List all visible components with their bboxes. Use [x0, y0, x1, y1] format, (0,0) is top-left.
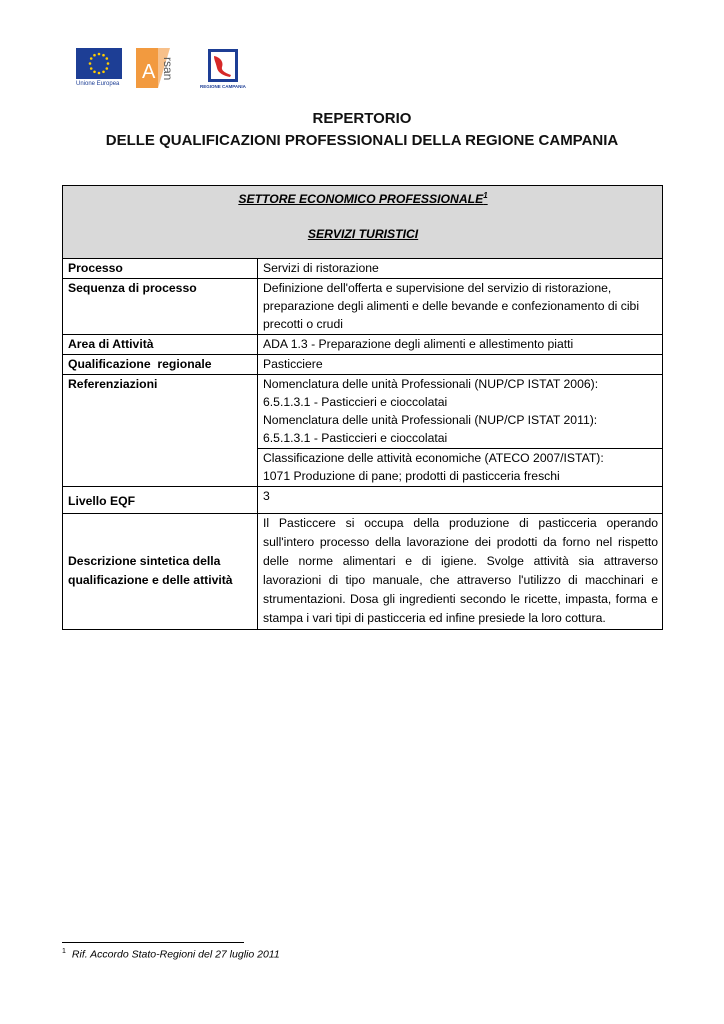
- area-value: ADA 1.3 - Preparazione degli alimenti e allestimento piatti: [258, 335, 663, 355]
- ateco-title: Classificazione delle attività economiche (ATECO 2007/ISTAT):: [263, 451, 604, 465]
- qualificazione-label: Qualificazione regionale: [63, 355, 258, 375]
- table-row-processo: [63, 259, 663, 279]
- table-row-descrizione: [63, 514, 663, 630]
- regione-campania-logo: [202, 48, 244, 92]
- footnote-number: 1: [62, 948, 66, 955]
- eu-flag-icon: [76, 48, 122, 79]
- footnote: [62, 948, 280, 961]
- eqf-label: Livello EQF: [63, 487, 258, 514]
- nup2006-title: Nomenclatura delle unità Professionali (NUP/CP ISTAT 2006):: [263, 377, 599, 391]
- arsan-logo: [136, 48, 184, 88]
- title-line-1: REPERTORIO: [312, 110, 412, 127]
- sector-header-row: [63, 186, 663, 259]
- qualification-table: [62, 185, 663, 630]
- table-row-area: [63, 335, 663, 355]
- sector-header-cell: [63, 186, 663, 259]
- area-label: Area di Attività: [63, 335, 258, 355]
- descrizione-value: Il Pasticcere si occupa della produzione di pasticceria operando sull'intero processo della lavorazione dei prodotti da forno nel rispetto delle norme alimentari e di igiene. Svolge attività sia attraverso lavorazioni di tipo manuale, che attraverso l'utilizzo di macchinari e strumentazioni. Dosa gli ingredienti secondo le ricette, impasta, forma e stampa i vari tipi di pasticceria ed infine presiede la loro cottura.: [258, 514, 663, 630]
- regione-caption: REGIONE CAMPANIA: [200, 84, 246, 89]
- nup2011-title: Nomenclatura delle unità Professionali (NUP/CP ISTAT 2011):: [263, 413, 598, 427]
- qualificazione-value: Pasticciere: [258, 355, 663, 375]
- table-row-qualificazione: [63, 355, 663, 375]
- table-row-eqf: [63, 487, 663, 514]
- footnote-ref: 1: [483, 191, 488, 200]
- footnote-divider: [62, 942, 244, 943]
- sector-label: [68, 187, 658, 208]
- table-row-referenziazioni-nup: [63, 375, 663, 449]
- processo-label: Processo: [63, 259, 258, 279]
- sector-value: SERVIZI TURISTICI: [307, 227, 419, 242]
- eqf-value: 3: [258, 487, 663, 514]
- svg-text:rsan: rsan: [161, 57, 175, 81]
- sequenza-label: Sequenza di processo: [63, 279, 258, 335]
- title-line-2: DELLE QUALIFICAZIONI PROFESSIONALI DELLA REGIONE CAMPANIA: [105, 132, 619, 149]
- nup2011-value: 6.5.1.3.1 - Pasticcieri e cioccolatai: [263, 431, 448, 445]
- svg-text:A: A: [142, 61, 156, 83]
- descrizione-label: Descrizione sintetica della qualificazione e delle attività: [63, 514, 258, 630]
- eu-logo: [76, 48, 122, 92]
- table-row-sequenza: [63, 279, 663, 335]
- referenziazioni-nup-cell: [258, 375, 663, 449]
- ateco-value: 1071 Produzione di pane; prodotti di pasticceria freschi: [263, 469, 560, 483]
- nup2006-value: 6.5.1.3.1 - Pasticcieri e cioccolatai: [263, 395, 448, 409]
- referenziazioni-ateco-cell: [258, 449, 663, 487]
- regione-campania-shield-icon: [202, 48, 244, 83]
- sequenza-value: Definizione dell'offerta e supervisione del servizio di ristorazione, preparazione degli alimenti e delle bevande e confezionamento di cibi precotti o crudi: [258, 279, 663, 335]
- eu-caption: Unione Europea: [76, 81, 120, 87]
- referenziazioni-label: Referenziazioni: [63, 375, 258, 487]
- sector-label-text: SETTORE ECONOMICO PROFESSIONALE: [238, 192, 484, 207]
- processo-value: Servizi di ristorazione: [258, 259, 663, 279]
- footnote-text: Rif. Accordo Stato-Regioni del 27 luglio 2011: [71, 948, 280, 961]
